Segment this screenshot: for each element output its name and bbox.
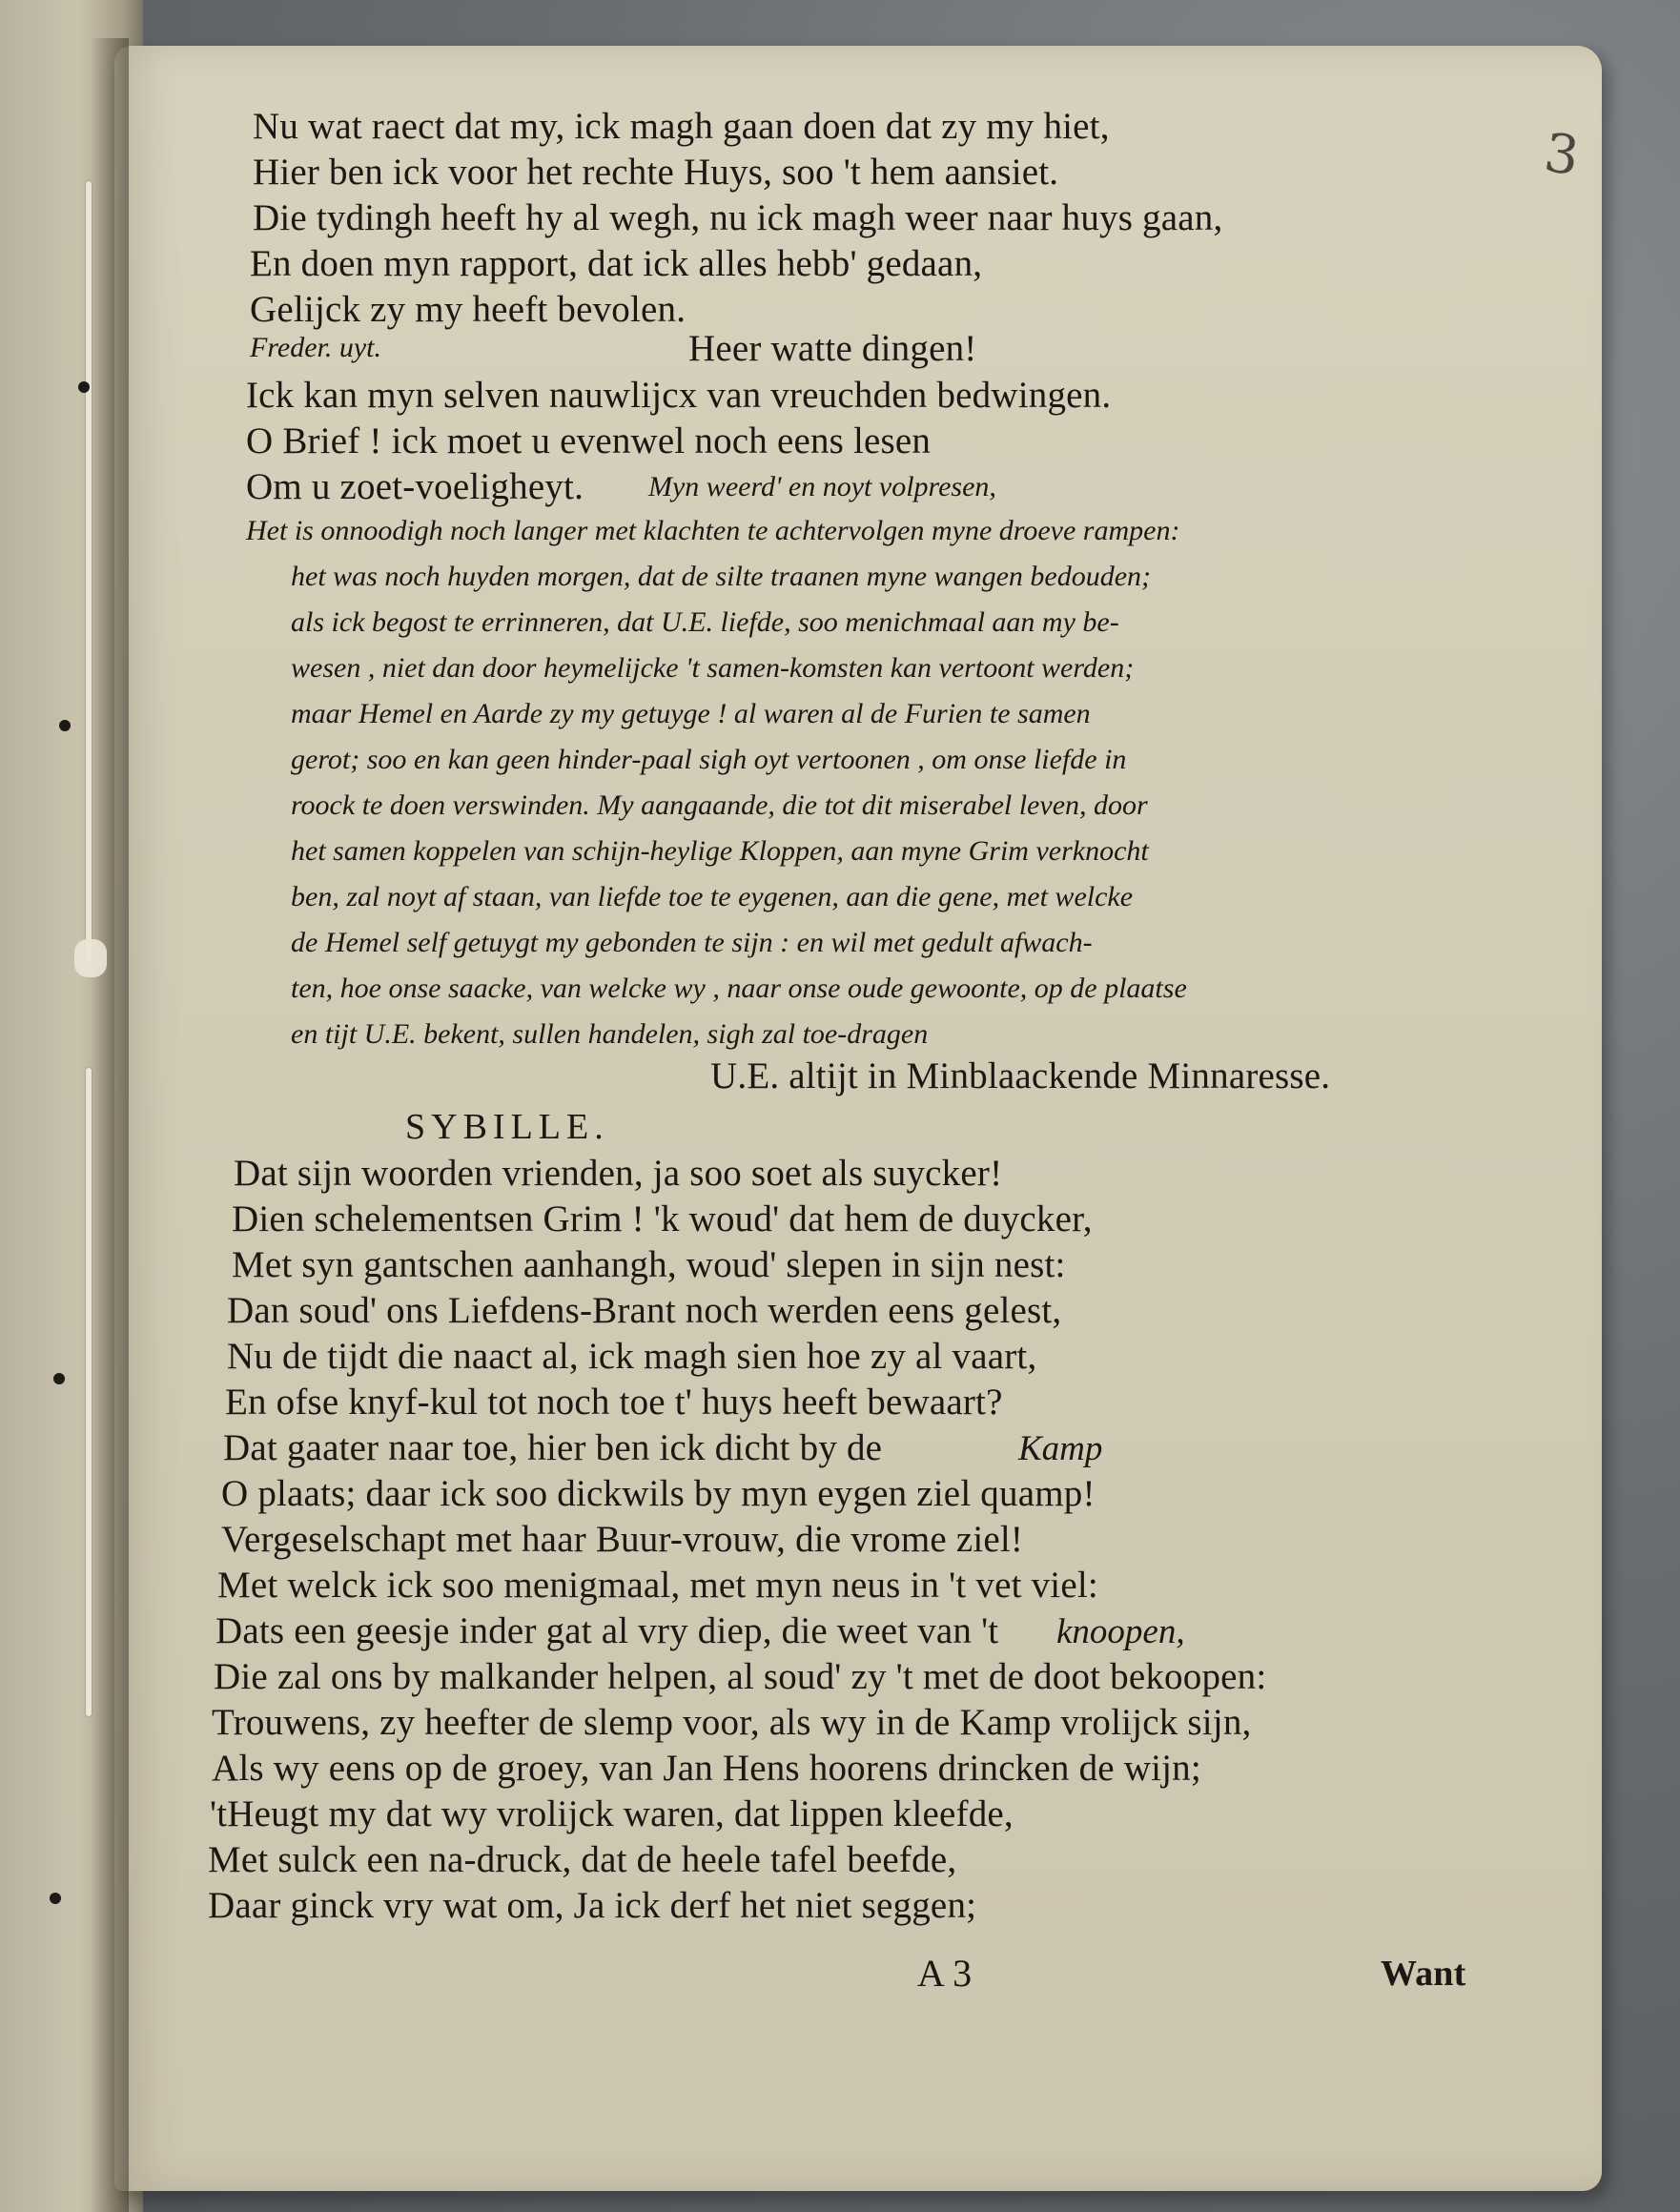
- verse-line: Die tydingh heeft hy al wegh, nu ick magh weer naar huys gaan,: [253, 197, 1223, 238]
- verse-line: Dat sijn woorden vrienden, ja soo soet als suycker!: [234, 1153, 1003, 1194]
- verse-line: 'tHeugt my dat wy vrolijck waren, dat lippen kleefde,: [210, 1793, 1014, 1834]
- verse-line: O plaats; daar ick soo dickwils by myn eygen ziel quamp!: [221, 1473, 1096, 1514]
- verse-line: O Brief ! ick moet u evenwel noch eens lesen: [246, 420, 932, 461]
- letter-line: gerot; soo en kan geen hinder-paal sigh oyt vertoonen , om onse liefde in: [291, 744, 1127, 775]
- verse-line: Met sulck een na-druck, dat de heele tafel beefde,: [208, 1839, 957, 1880]
- italic-word: Kamp: [1018, 1429, 1103, 1468]
- letter-line: wesen , niet dan door heymelijcke 't samen-komsten kan vertoont werden;: [291, 652, 1135, 684]
- thread-knot: [74, 939, 107, 977]
- verse-line: Nu wat raect dat my, ick magh gaan doen dat zy my hiet,: [253, 106, 1110, 147]
- verse-line: Dats een geesje inder gat al vry diep, die weet van 't: [215, 1610, 999, 1651]
- verse-line: Met syn gantschen aanhangh, woud' slepen in sijn nest:: [232, 1244, 1066, 1285]
- verse-line: En doen myn rapport, dat ick alles hebb' gedaan,: [250, 243, 983, 284]
- letter-line: maar Hemel en Aarde zy my getuyge ! al waren al de Furien te samen: [291, 698, 1091, 729]
- verse-line: Daar ginck vry wat om, Ja ick derf het niet seggen;: [208, 1885, 977, 1926]
- verse-line: Gelijck zy my heeft bevolen.: [250, 289, 686, 330]
- verse-line: Dan soud' ons Liefdens-Brant noch werden eens gelest,: [227, 1290, 1062, 1331]
- speaker-label: Freder. uyt.: [250, 332, 382, 363]
- sewing-hole: [53, 1373, 65, 1384]
- letter-line: het samen koppelen van schijn-heylige Kloppen, aan myne Grim verknocht: [291, 835, 1149, 867]
- pencil-page-number: 3: [1540, 121, 1583, 189]
- speaker-heading: SYBILLE.: [405, 1107, 609, 1147]
- sewing-hole: [59, 720, 71, 731]
- italic-word: knoopen,: [1056, 1612, 1185, 1651]
- verse-line: Ick kan myn selven nauwlijcx van vreuchden bedwingen.: [246, 375, 1112, 416]
- sewing-hole: [50, 1893, 61, 1904]
- letter-line: roock te doen verswinden. My aangaande, die tot dit miserabel leven, door: [291, 789, 1148, 821]
- verse-line: Als wy eens op de groey, van Jan Hens hoorens drincken de wijn;: [212, 1748, 1201, 1789]
- verse-line: Dien schelementsen Grim ! 'k woud' dat hem de duycker,: [232, 1198, 1093, 1239]
- signature-mark: A 3: [917, 1952, 973, 1995]
- letter-signature: U.E. altijt in Minblaackende Minnaresse.: [710, 1055, 1331, 1096]
- verse-line: Die zal ons by malkander helpen, al soud' zy 't met de doot bekoopen:: [214, 1656, 1267, 1697]
- letter-line: ben, zal noyt af staan, van liefde toe te eygenen, aan die gene, met welcke: [291, 881, 1134, 912]
- letter-salutation: Myn weerd' en noyt volpresen,: [648, 471, 996, 502]
- letter-line: het was noch huyden morgen, dat de silte traanen myne wangen bedouden;: [291, 561, 1152, 592]
- verse-line: Vergeselschapt met haar Buur-vrouw, die vrome ziel!: [221, 1519, 1024, 1560]
- verse-line: Met welck ick soo menigmaal, met myn neus in 't vet viel:: [217, 1565, 1098, 1606]
- gutter-shadow: [91, 38, 129, 2212]
- verse-line: Trouwens, zy heefter de slemp voor, als wy in de Kamp vrolijck sijn,: [212, 1702, 1252, 1743]
- verse-line: Hier ben ick voor het rechte Huys, soo 't hem aansiet.: [253, 152, 1059, 193]
- verse-line: Dat gaater naar toe, hier ben ick dicht by de: [223, 1427, 883, 1468]
- letter-line: Het is onnoodigh noch langer met klachten te achtervolgen myne droeve rampen:: [246, 515, 1180, 546]
- binding-thread: [86, 1068, 92, 1716]
- letter-line: en tijt U.E. bekent, sullen handelen, sigh zal toe-dragen: [291, 1018, 929, 1050]
- letter-line: ten, hoe onse saacke, van welcke wy , naar onse oude gewoonte, op de plaatse: [291, 973, 1187, 1004]
- verse-line: Heer watte dingen!: [688, 328, 977, 369]
- verse-line: Nu de tijdt die naact al, ick magh sien hoe zy al vaart,: [227, 1336, 1037, 1377]
- letter-line: de Hemel self getuygt my gebonden te sijn : en wil met gedult afwach-: [291, 927, 1093, 958]
- letter-line: als ick begost te errinneren, dat U.E. liefde, soo menichmaal aan my be-: [291, 606, 1119, 638]
- binding-thread: [86, 181, 92, 963]
- verse-line: Om u zoet-voeligheyt.: [246, 466, 584, 507]
- verse-line: En ofse knyf-kul tot noch toe t' huys heeft bewaart?: [225, 1382, 1003, 1423]
- sewing-hole: [78, 381, 90, 393]
- catchword: Want: [1381, 1954, 1466, 1994]
